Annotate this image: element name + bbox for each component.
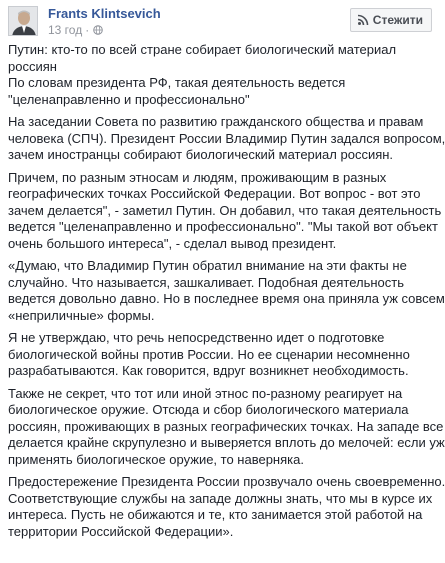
post-line: делается крайне скрупулезно и выверяется вплоть до мелочей: если уж	[8, 435, 445, 450]
paragraph-6	[8, 385, 445, 469]
meta-separator: ·	[85, 23, 90, 37]
follow-button-label: Стежити	[372, 13, 423, 27]
post-line: Соответствующие службы на западе должны знать, что мы в курсе их	[8, 490, 433, 506]
post-meta	[48, 23, 103, 37]
post-line: "целенаправленно и профессионально"	[8, 91, 250, 107]
post-line: Я не утверждаю, что речь непосредственно идет о подготовке	[8, 330, 385, 345]
post-line: Причем, по разным этносам и людям, проживающим в разных	[8, 169, 387, 185]
paragraph-7	[8, 474, 445, 540]
post-line: россиян	[8, 58, 57, 74]
avatar[interactable]	[8, 6, 38, 36]
post-line: ведется довольно давно. Но в последнее время она приняла уж совсем	[8, 291, 445, 306]
post-line: Предостережение Президента России прозвучало очень своевременно.	[8, 474, 445, 489]
paragraph-4	[8, 258, 445, 324]
rss-icon	[357, 14, 369, 26]
paragraph-2	[8, 114, 445, 164]
post-line: человека (СПЧ). Президент России Владимир Путин задался вопросом,	[8, 130, 445, 146]
post-line: интереса. Пусть не обижаются и те, кто занимается этой работой на	[8, 507, 423, 522]
post-line: россиян, проживающих в разных географических точках. На западе все	[8, 418, 444, 434]
post-line: биологической войны против России. Но ее сценарии несомненно	[8, 346, 410, 362]
post-line: применять биологическое оружие, то наверняка.	[8, 451, 304, 467]
post-line: случайно. Что называется, зашкаливает. Подобная деятельность	[8, 274, 404, 290]
post-body	[8, 42, 445, 546]
post-line: очень большого интереса", - сделал вывод президент.	[8, 235, 337, 251]
post-line: ведется "целенаправленно и профессионально". "Мы такой вот объект	[8, 219, 438, 234]
post-line: «Думаю, что Владимир Путин обратил внимание на эти факты не	[8, 258, 407, 273]
post-line: биологическое оружие. Отсюда и сбор биологического материала	[8, 402, 409, 417]
paragraph-5	[8, 330, 438, 380]
post-time[interactable]: 13 год	[48, 23, 83, 37]
post-line: разрабатываются. Как говорится, вдруг возникнет необходимость.	[8, 363, 409, 378]
follow-button[interactable]	[350, 8, 432, 32]
post-line: зачем иностранцы собирают биологический материал россиян.	[8, 147, 394, 162]
post-line: зачем делается", - заметил Путин. Он добавил, что такая деятельность	[8, 202, 442, 218]
post-line: географических точках Российской Федерации. Вот вопрос - вот это	[8, 186, 421, 201]
globe-icon[interactable]	[93, 25, 103, 35]
avatar-portrait-icon	[9, 7, 38, 36]
post-line: Путин: кто-то по всей стране собирает биологический материал	[8, 42, 397, 57]
paragraph-3	[8, 169, 442, 253]
paragraph-1	[8, 42, 438, 108]
post-header	[8, 6, 438, 38]
post-line: На заседании Совета по развитию гражданского общества и правам	[8, 114, 424, 129]
post-line: территории Российской Федерации».	[8, 523, 234, 539]
post-line: «неприличные» формы.	[8, 307, 155, 323]
author-name[interactable]: Frants Klintsevich	[48, 6, 161, 21]
post-line: Также не секрет, что тот или иной этнос по-разному реагирует на	[8, 385, 403, 401]
post-line: По словам президента РФ, такая деятельность ведется	[8, 75, 346, 90]
